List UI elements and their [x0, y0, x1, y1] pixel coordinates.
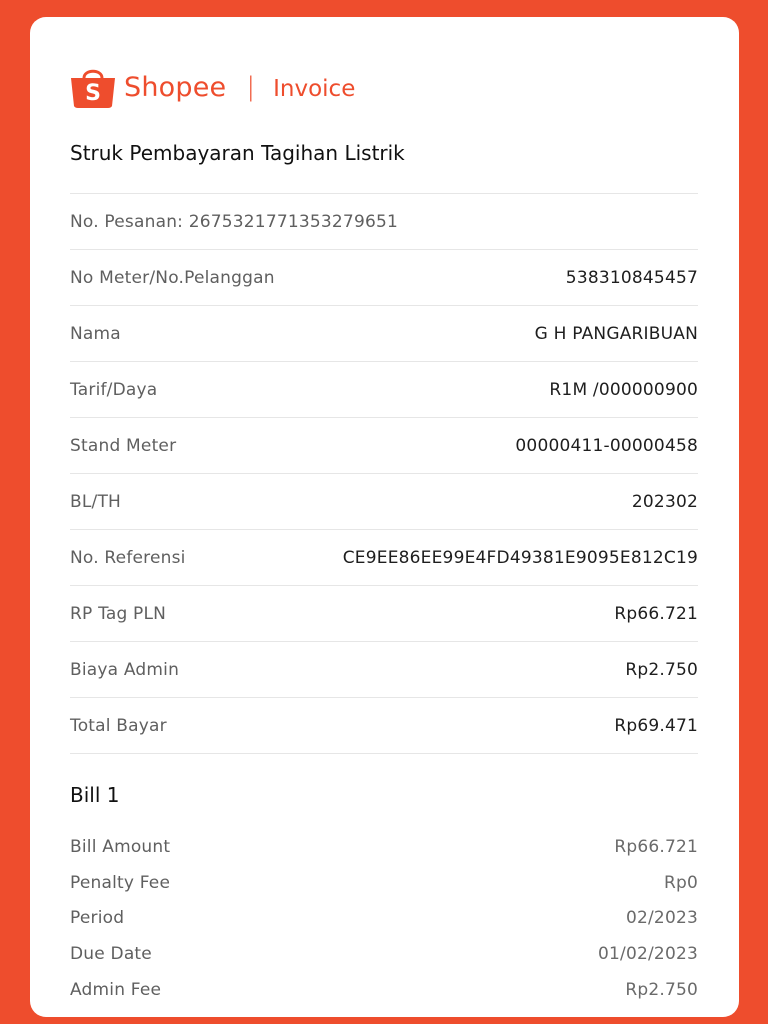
detail-row-meter [70, 249, 698, 305]
detail-row-total [70, 697, 698, 754]
detail-row-name [70, 305, 698, 361]
detail-value: CE9EE86EE99E4FD49381E9095E812C19 [342, 547, 698, 568]
detail-label: Stand Meter [70, 435, 177, 456]
receipt-title: Struk Pembayaran Tagihan Listrik [70, 141, 405, 165]
detail-value: Rp2.750 [625, 659, 698, 680]
detail-value: G H PANGARIBUAN [534, 323, 698, 344]
detail-value: 00000411-00000458 [515, 435, 698, 456]
bill-title: Bill 1 [70, 783, 120, 807]
detail-row-admin-fee [70, 641, 698, 697]
bill-row-admin-fee [70, 972, 698, 1008]
detail-row-pln-bill [70, 585, 698, 641]
detail-row-reference [70, 529, 698, 585]
detail-label: No. Referensi [70, 547, 186, 568]
detail-value: 538310845457 [565, 267, 698, 288]
detail-label: Biaya Admin [70, 659, 180, 680]
detail-label: Tarif/Daya [70, 379, 158, 400]
shopee-bag-icon [68, 66, 118, 108]
brand-separator: | [246, 72, 256, 102]
bill-label: Penalty Fee [70, 872, 171, 893]
detail-value: R1M /000000900 [549, 379, 698, 400]
bill-value: Rp66.721 [614, 836, 698, 857]
svg-text:S: S [85, 81, 101, 106]
detail-label: Total Bayar [70, 715, 167, 736]
order-number-label: No. Pesanan: 2675321771353279651 [70, 211, 399, 232]
order-number-row [70, 193, 698, 249]
bill-value: Rp0 [663, 872, 698, 893]
bill-label: Admin Fee [70, 980, 162, 1001]
bill-row-amount [70, 829, 698, 865]
detail-label: No Meter/No.Pelanggan [70, 267, 275, 288]
bill-label: Period [70, 908, 125, 929]
brand-name: Shopee [124, 71, 227, 103]
detail-row-stand-meter [70, 417, 698, 473]
detail-row-tariff [70, 361, 698, 417]
bill-row-period [70, 901, 698, 937]
bill-label: Due Date [70, 944, 152, 965]
bill-value: Rp2.750 [625, 980, 698, 1001]
details-list [70, 193, 698, 754]
detail-row-period [70, 473, 698, 529]
bill-items-list [70, 829, 698, 1008]
brand-subtitle: Invoice [273, 76, 356, 102]
bill-row-penalty [70, 865, 698, 901]
detail-value: Rp69.471 [614, 715, 698, 736]
bill-value: 01/02/2023 [598, 944, 698, 965]
detail-label: BL/TH [70, 491, 122, 512]
detail-value: 202302 [631, 491, 698, 512]
detail-label: RP Tag PLN [70, 603, 167, 624]
bill-label: Bill Amount [70, 836, 171, 857]
invoice-card [30, 17, 739, 1017]
bill-value: 02/2023 [625, 908, 698, 929]
detail-value: Rp66.721 [614, 603, 698, 624]
detail-label: Nama [70, 323, 121, 344]
bill-row-due-date [70, 936, 698, 972]
brand-header [68, 65, 355, 109]
